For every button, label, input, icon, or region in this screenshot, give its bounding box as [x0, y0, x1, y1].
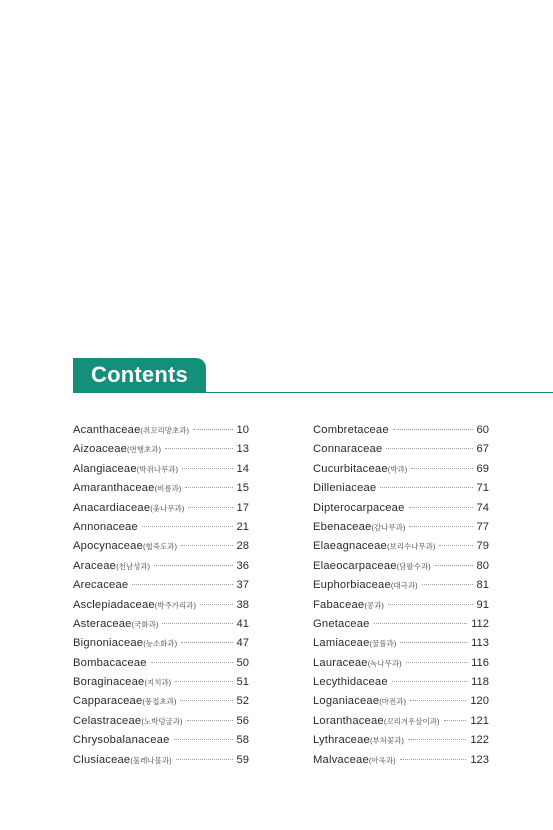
toc-leader-dots: [181, 642, 232, 643]
toc-entry-name: Dilleniaceae: [313, 482, 377, 495]
toc-entry-page: 91: [476, 598, 489, 611]
toc-entry[interactable]: [73, 424, 249, 443]
toc-entry-page: 17: [236, 501, 249, 514]
toc-entry[interactable]: [73, 754, 249, 773]
toc-entry-korean-name: (부처꽃과): [369, 736, 404, 746]
toc-entry[interactable]: [73, 715, 249, 734]
toc-leader-dots: [435, 565, 473, 566]
toc-entry-korean-name: (감나무과): [371, 522, 406, 532]
toc-leader-dots: [374, 623, 468, 624]
toc-leader-dots: [386, 448, 472, 449]
toc-entry-korean-name: (물레나물과): [130, 755, 172, 765]
toc-entry-korean-name: (쥐꼬리망초과): [140, 426, 189, 435]
toc-entry-korean-name: (담팔수과): [396, 561, 431, 571]
toc-entry-name: Annonaceae: [73, 520, 138, 533]
toc-entry-name: Bignoniaceae: [73, 637, 144, 650]
toc-entry-name: Celastraceae: [73, 714, 142, 727]
toc-entry-korean-name: (풍접초과): [142, 697, 177, 707]
toc-entry-page: 118: [471, 676, 489, 689]
toc-leader-dots: [409, 526, 472, 527]
toc-entry-page: 123: [470, 753, 489, 766]
toc-entry-page: 113: [471, 637, 489, 650]
toc-leader-dots: [174, 739, 233, 740]
toc-leader-dots: [165, 448, 233, 449]
toc-entry[interactable]: [313, 695, 489, 714]
toc-entry[interactable]: [73, 676, 249, 695]
toc-entry-name: Apocynaceae: [73, 540, 143, 553]
toc-entry[interactable]: [313, 482, 489, 501]
toc-leader-dots: [380, 487, 472, 488]
toc-entry-page: 69: [476, 462, 489, 475]
toc-leader-dots: [200, 604, 233, 605]
toc-leader-dots: [142, 526, 233, 527]
toc-entry-name: Lamiaceae: [313, 637, 370, 650]
toc-entry-name: Bombacaceae: [73, 656, 147, 669]
toc-entry-name: Dipterocarpaceae: [313, 501, 405, 514]
toc-entry-korean-name: (녹나무과): [367, 658, 402, 668]
toc-entry-name: Fabaceae: [313, 598, 365, 611]
toc-entry-name: Araceae: [73, 559, 117, 572]
toc-leader-dots: [188, 507, 232, 508]
toc-leader-dots: [181, 545, 233, 546]
page-title: Contents: [91, 362, 188, 387]
toc-entry-page: 80: [476, 559, 489, 572]
toc-entry-name: Chrysobalanaceae: [73, 734, 170, 747]
toc-entry-name: Asteraceae: [73, 617, 132, 630]
toc-entry[interactable]: [313, 715, 489, 734]
toc-entry[interactable]: [73, 599, 249, 618]
toc-entry-korean-name: (보리수나무과): [386, 542, 436, 552]
toc-leader-dots: [162, 623, 232, 624]
toc-entry[interactable]: [73, 502, 249, 521]
toc-entry[interactable]: [73, 695, 249, 714]
toc-entry[interactable]: [313, 443, 489, 462]
toc-entry-page: 56: [236, 714, 249, 727]
toc-entry-name: Asclepiadaceae: [73, 598, 155, 611]
toc-leader-dots: [180, 700, 232, 701]
header-divider: [73, 392, 553, 393]
toc-leader-dots: [411, 468, 472, 469]
toc-leader-dots: [154, 565, 232, 566]
toc-entry[interactable]: [313, 734, 489, 753]
toc-leader-dots: [406, 662, 467, 663]
toc-entry-korean-name: (국화과): [131, 619, 159, 629]
toc-entry-name: Acanthaceae: [73, 424, 141, 436]
toc-entry-page: 13: [236, 443, 249, 456]
toc-leader-dots: [444, 720, 467, 721]
toc-entry-korean-name: (꼬리겨우살이과): [383, 716, 440, 726]
toc-leader-dots: [187, 720, 233, 721]
toc-entry-page: 77: [476, 520, 489, 533]
toc-entry-page: 112: [471, 617, 489, 630]
toc-entry-page: 81: [476, 579, 489, 592]
toc-entry-page: 36: [236, 559, 249, 572]
toc-leader-dots: [400, 642, 467, 643]
toc-entry-korean-name: (노박덩굴과): [141, 716, 183, 726]
toc-leader-dots: [439, 545, 472, 546]
toc-entry[interactable]: [313, 579, 489, 598]
toc-leader-dots: [388, 604, 473, 605]
toc-entry-name: Ebenaceae: [313, 520, 372, 533]
toc-entry-name: Lythraceae: [313, 734, 370, 747]
toc-leader-dots: [408, 739, 466, 740]
toc-entry-page: 37: [236, 579, 249, 592]
toc-entry[interactable]: [313, 754, 489, 773]
toc-entry-name: Loranthaceae: [313, 714, 384, 727]
toc-leader-dots: [409, 507, 473, 508]
toc-entry-name: Elaeocarpaceae: [313, 559, 397, 572]
toc-leader-dots: [422, 584, 473, 585]
toc-entry-page: 52: [236, 695, 249, 708]
toc-entry[interactable]: [73, 540, 249, 559]
contents-header-band: [73, 358, 206, 392]
toc-entry-page: 120: [470, 695, 489, 708]
toc-leader-dots: [151, 662, 233, 663]
toc-entry-page: 121: [470, 714, 489, 727]
toc-entry[interactable]: [313, 560, 489, 579]
toc-entry[interactable]: [313, 502, 489, 521]
toc-leader-dots: [193, 429, 233, 430]
toc-entry-korean-name: (아욱과): [368, 755, 396, 765]
toc-entry-korean-name: (마전과): [379, 697, 407, 707]
toc-entry-page: 67: [476, 443, 489, 456]
toc-entry-page: 74: [476, 501, 489, 514]
toc-entry-page: 28: [236, 540, 249, 553]
toc-entry-page: 59: [236, 753, 249, 766]
toc-entry-name: Malvaceae: [313, 753, 369, 766]
toc-entry-page: 21: [236, 520, 249, 533]
toc-entry-korean-name: (협죽도과): [143, 542, 177, 552]
toc-entry-korean-name: (비름과): [154, 484, 182, 494]
toc-entry[interactable]: [73, 443, 249, 462]
toc-entry[interactable]: [73, 579, 249, 598]
toc-entry-korean-name: (천남성과): [116, 561, 151, 571]
toc-entry-korean-name: (지치과): [144, 678, 172, 688]
toc-entry-page: 38: [236, 598, 249, 611]
toc-entry-name: Arecaceae: [73, 579, 129, 592]
toc-entry[interactable]: [73, 463, 249, 482]
toc-entry[interactable]: [313, 463, 489, 482]
toc-leader-dots: [132, 584, 232, 585]
toc-entry-name: Capparaceae: [73, 695, 143, 708]
toc-entry[interactable]: [313, 424, 489, 443]
toc-entry-page: 41: [236, 617, 249, 630]
toc-entry-page: 122: [470, 734, 489, 747]
toc-entry[interactable]: [73, 637, 249, 656]
toc-entry-name: Connaraceae: [313, 443, 383, 456]
toc-entry-name: Euphorbiaceae: [313, 579, 391, 592]
toc-entry-page: 14: [236, 462, 249, 475]
toc-entry[interactable]: [313, 521, 489, 540]
toc-entry-page: 47: [236, 637, 249, 650]
toc-leader-dots: [176, 759, 233, 760]
toc-entry-page: 50: [236, 656, 249, 669]
toc-entry[interactable]: [73, 521, 249, 540]
toc-leader-dots: [392, 681, 467, 682]
toc-entry-korean-name: (옻나무과): [150, 503, 185, 513]
toc-entry-korean-name: (박주가리과): [154, 600, 197, 610]
toc-leader-dots: [400, 759, 467, 760]
toc-entry-name: Combretaceae: [313, 424, 389, 436]
toc-entry-name: Lecythidaceae: [313, 676, 388, 689]
toc-entry[interactable]: [73, 734, 249, 753]
toc-entry-page: 60: [476, 424, 489, 436]
toc-entry-name: Anacardiaceae: [73, 501, 151, 514]
toc-entry-name: Boraginaceae: [73, 676, 145, 689]
toc-entry-page: 15: [236, 482, 249, 495]
toc-entry-korean-name: (꿀풀과): [369, 639, 397, 649]
toc-entry-page: 71: [476, 482, 489, 495]
toc-entry-korean-name: (콩과): [364, 600, 384, 610]
toc-entry-korean-name: (능소화과): [143, 639, 178, 649]
toc-entry-page: 116: [471, 656, 489, 669]
toc-entry[interactable]: [313, 618, 489, 637]
toc-entry-page: 58: [236, 734, 249, 747]
toc-entry-korean-name: (박쥐나무과): [136, 464, 179, 474]
toc-entry-name: Lauraceae: [313, 656, 368, 669]
toc-entry[interactable]: [313, 540, 489, 559]
toc-entry-korean-name: (대극과): [390, 581, 418, 591]
toc-entry-name: Elaeagnaceae: [313, 540, 387, 553]
toc-entry-name: Aizoaceae: [73, 443, 128, 456]
toc-leader-dots: [185, 487, 232, 488]
toc-entry[interactable]: [313, 637, 489, 656]
toc-entry[interactable]: [313, 676, 489, 695]
toc-leader-dots: [410, 700, 466, 701]
toc-entry-name: Clusiaceae: [73, 753, 131, 766]
toc-leader-dots: [182, 468, 233, 469]
toc-column-right: [313, 424, 489, 773]
toc-entry-name: Gnetaceae: [313, 617, 370, 630]
toc-entry[interactable]: [313, 599, 489, 618]
toc-entry-korean-name: (번행초과): [127, 445, 162, 455]
toc-entry[interactable]: [73, 482, 249, 501]
toc-entry[interactable]: [313, 657, 489, 676]
toc-entry-name: Amaranthaceae: [73, 482, 155, 495]
toc-entry-name: Loganiaceae: [313, 695, 380, 708]
toc-entry-korean-name: (박과): [387, 464, 408, 474]
toc-column-left: [73, 424, 249, 773]
toc-leader-dots: [175, 681, 232, 682]
toc-entry[interactable]: [73, 618, 249, 637]
toc-entry-name: Alangiaceae: [73, 462, 137, 475]
toc-entry-name: Cucurbitaceae: [313, 462, 388, 475]
toc-leader-dots: [393, 429, 473, 430]
toc-entry[interactable]: [73, 657, 249, 676]
toc-entry-page: 10: [236, 424, 249, 436]
toc-entry-page: 51: [236, 676, 249, 689]
toc-entry[interactable]: [73, 560, 249, 579]
toc-entry-page: 79: [476, 540, 489, 553]
